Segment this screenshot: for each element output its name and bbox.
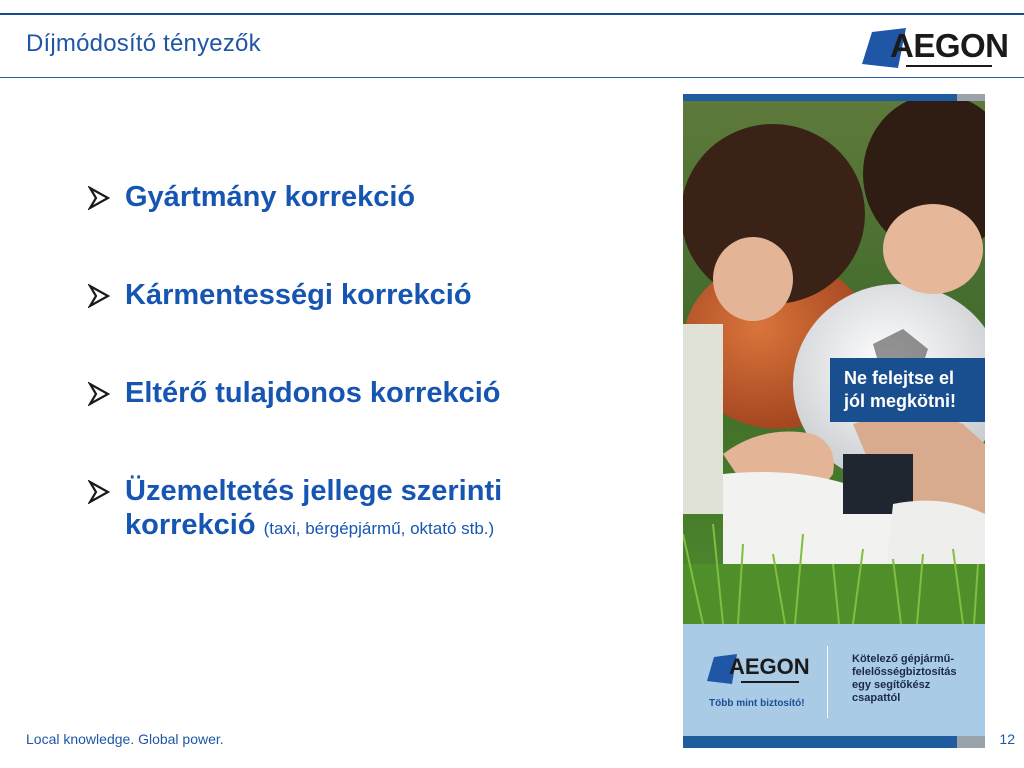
poster-description-line: csapattól — [852, 692, 901, 704]
poster-slogan — [830, 358, 985, 422]
bullet-item — [88, 474, 608, 546]
page-number: 12 — [999, 731, 1015, 747]
poster-description-line: felelősségbiztosítás — [852, 666, 957, 678]
arrow-bullet-icon — [88, 382, 110, 406]
poster-slogan-line1: Ne felejtse el — [844, 368, 955, 388]
poster-description-line: egy segítőkész — [852, 679, 931, 691]
bullet-text: Kármentességi korrekció — [125, 279, 472, 311]
advertisement-poster — [683, 94, 985, 748]
footer-slogan: Local knowledge. Global power. — [26, 731, 224, 747]
bullet-text: Üzemeltetés jellege szerinti korrekció — [125, 475, 503, 541]
header-bottom-rule — [0, 77, 1024, 78]
aegon-logo — [860, 25, 1009, 70]
bullet-list — [88, 180, 608, 546]
bullet-text: Eltérő tulajdonos korrekció — [125, 377, 501, 409]
header-top-rule — [0, 13, 1024, 15]
bullet-item — [88, 376, 608, 410]
poster-tagline: Több mint biztosító! — [709, 698, 805, 709]
bullet-note: (taxi, bérgépjármű, oktató stb.) — [263, 519, 495, 538]
bullet-item — [88, 180, 608, 214]
poster-description-line: Kötelező gépjármű- — [852, 653, 955, 665]
bullet-item — [88, 278, 608, 312]
slide-title: Díjmódosító tényezők — [26, 30, 261, 57]
poster-description — [852, 653, 977, 705]
arrow-bullet-icon — [88, 186, 110, 210]
poster-bottom-strip — [683, 736, 985, 748]
aegon-logo-underline — [906, 65, 992, 67]
aegon-logo-text: AEGON — [890, 27, 1009, 64]
arrow-bullet-icon — [88, 284, 110, 308]
poster-slogan-line2: jól megkötni! — [844, 391, 956, 411]
arrow-bullet-icon — [88, 480, 110, 504]
poster-logo-text: AEGON — [729, 654, 810, 679]
poster-top-strip — [683, 94, 985, 101]
poster-logo-underline — [741, 681, 799, 683]
poster-aegon-logo — [707, 652, 810, 692]
bullet-text: Gyártmány korrekció — [125, 181, 416, 213]
poster-divider — [827, 646, 828, 718]
